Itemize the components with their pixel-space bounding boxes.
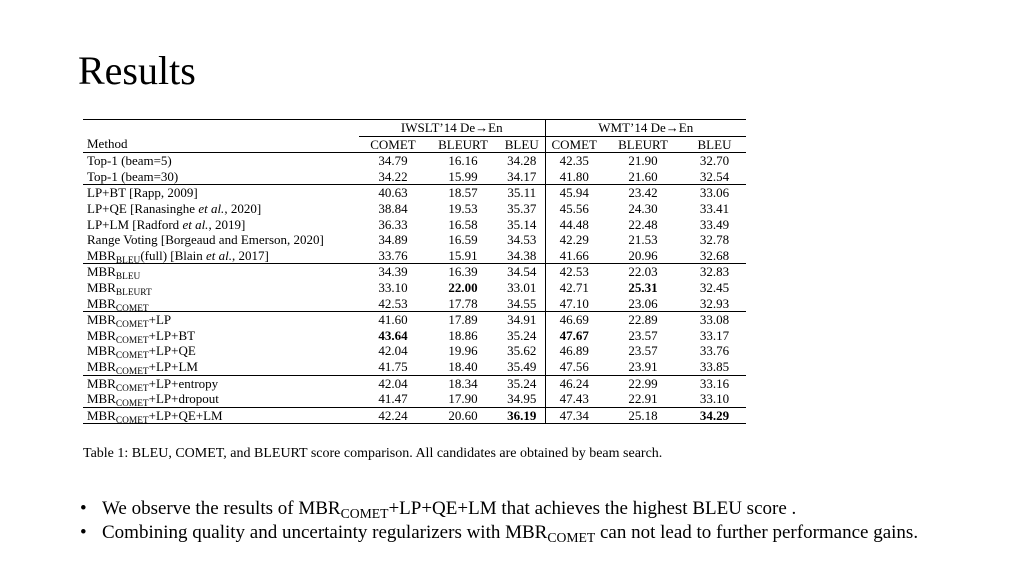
- score-cell: 34.38: [507, 247, 537, 263]
- results-table-container: [83, 119, 746, 424]
- score-cell: 34.79: [378, 153, 408, 169]
- method-cell: [83, 312, 359, 328]
- column-header-iwslt-bleurt: BLEURT: [427, 136, 499, 153]
- method-text: MBR: [87, 264, 116, 280]
- method-cell: [83, 375, 359, 394]
- method-cell: Range Voting [Borgeaud and Emerson, 2020]: [87, 232, 324, 248]
- method-cell: [83, 407, 359, 424]
- score-cell: 35.62: [507, 343, 537, 359]
- score-cell: 33.16: [683, 375, 746, 391]
- score-cell: 33.41: [699, 200, 730, 216]
- score-cell: 34.54: [499, 264, 545, 280]
- bullet-subscript: COMET: [340, 506, 389, 522]
- score-cell: 33.08: [683, 312, 746, 328]
- method-subscript: COMET: [115, 383, 149, 394]
- score-cell: 21.90: [628, 153, 658, 169]
- bullet-item: [80, 521, 1000, 545]
- bullet-list: [80, 497, 1000, 545]
- method-cell: [83, 217, 359, 233]
- group-header-iwslt: IWSLT’14 De→En: [359, 120, 545, 137]
- method-text: MBR: [87, 375, 116, 391]
- method-subscript: BLEU: [115, 272, 141, 283]
- column-header-method: Method: [83, 136, 359, 153]
- score-cell: 47.56: [545, 359, 603, 375]
- score-cell: 35.24: [499, 375, 545, 391]
- method-text: MBR: [87, 295, 116, 311]
- score-cell: 34.55: [507, 295, 537, 311]
- method-cell: Top-1 (beam=30): [87, 168, 179, 184]
- method-subscript: COMET: [115, 319, 149, 330]
- method-cell: [83, 296, 359, 312]
- table-row: [83, 407, 746, 424]
- score-cell: 35.49: [507, 358, 537, 374]
- score-cell: 33.10: [699, 391, 730, 407]
- score-cell: 33.76: [378, 247, 408, 263]
- table-row: [83, 296, 746, 312]
- column-header-wmt-bleu: BLEU: [683, 136, 746, 153]
- table-row: [83, 232, 746, 248]
- score-cell: 18.34: [427, 375, 499, 391]
- table-row: [83, 328, 746, 344]
- score-cell: 41.60: [359, 312, 427, 328]
- score-cell: 35.14: [507, 216, 537, 232]
- method-text: +LP+entropy: [148, 375, 219, 391]
- score-cell: 15.99: [448, 168, 478, 184]
- slide-title: Results: [78, 48, 196, 93]
- score-cell: 35.11: [499, 185, 545, 201]
- score-cell: 41.80: [545, 169, 603, 185]
- score-cell: 32.54: [699, 168, 730, 184]
- method-cell: [83, 201, 359, 217]
- score-cell: 34.22: [378, 168, 408, 184]
- score-cell: 47.34: [545, 407, 603, 424]
- score-cell: 19.53: [448, 200, 478, 216]
- method-text: +LP+QE: [148, 343, 196, 359]
- method-text: MBR: [87, 343, 116, 359]
- score-cell: 33.06: [683, 185, 746, 201]
- column-header-iwslt-bleu: BLEU: [499, 136, 545, 153]
- score-cell: 18.40: [448, 358, 478, 374]
- method-cell: [83, 343, 359, 362]
- column-header-iwslt-comet: COMET: [359, 136, 427, 153]
- table-row: [83, 217, 746, 233]
- method-text: (full) [Blain: [140, 247, 207, 263]
- score-cell: 18.86: [448, 327, 478, 343]
- table-row: [83, 343, 746, 359]
- score-cell: 32.70: [699, 153, 730, 169]
- method-text: MBR: [87, 327, 116, 343]
- method-subscript: BLEURT: [115, 287, 152, 298]
- score-cell: 32.45: [699, 279, 730, 295]
- bullet-text: can not lead to further performance gains.: [595, 522, 919, 543]
- score-cell: 17.90: [448, 391, 478, 407]
- method-text: MBR: [87, 407, 116, 423]
- method-cell: [83, 264, 359, 283]
- score-cell: 42.24: [359, 407, 427, 424]
- score-cell: 42.04: [378, 343, 408, 359]
- score-cell: 22.48: [628, 216, 658, 232]
- table-row: [83, 169, 746, 185]
- table-row: [83, 248, 746, 264]
- method-cell: [83, 328, 359, 344]
- score-cell-best: 34.29: [683, 407, 746, 424]
- table-row: [83, 264, 746, 280]
- score-cell: 21.53: [628, 232, 658, 248]
- table-group-header-row: [83, 120, 746, 137]
- method-text-italic: et al.: [198, 200, 225, 216]
- method-subscript: BLEU: [115, 255, 141, 266]
- bullet-text: Combining quality and uncertainty regularizers with MBR: [102, 522, 548, 543]
- score-cell: 19.96: [448, 343, 478, 359]
- group-header-wmt: WMT’14 De→En: [545, 120, 746, 137]
- score-cell: 42.04: [359, 375, 427, 391]
- method-text: , 2020]: [224, 200, 262, 216]
- method-subscript: COMET: [115, 398, 149, 409]
- column-header-wmt-bleurt: BLEURT: [603, 136, 683, 153]
- score-cell: 40.63: [359, 185, 427, 201]
- method-text: , 2017]: [232, 247, 269, 263]
- method-text: LP+LM [Radford: [87, 216, 183, 232]
- score-cell: 35.24: [507, 327, 537, 343]
- score-cell: 23.42: [603, 185, 683, 201]
- table-row: [83, 312, 746, 328]
- score-cell: 41.66: [545, 248, 603, 264]
- table-row: [83, 391, 746, 407]
- method-text: MBR: [87, 358, 116, 374]
- score-cell: 33.10: [378, 279, 408, 295]
- method-text: +LP+LM: [148, 358, 198, 374]
- score-cell: 47.43: [545, 391, 603, 407]
- table-column-header-row: [83, 136, 746, 153]
- method-text: LP+QE [Ranasinghe: [87, 200, 199, 216]
- score-cell: 34.89: [378, 232, 408, 248]
- score-cell: 16.16: [448, 153, 478, 169]
- method-cell: [83, 391, 359, 407]
- method-cell: LP+BT [Rapp, 2009]: [83, 185, 359, 201]
- method-text: MBR: [87, 312, 116, 328]
- score-cell-best: 43.64: [378, 327, 408, 343]
- method-subscript: COMET: [115, 415, 149, 426]
- score-cell: 22.91: [628, 391, 658, 407]
- method-text: , 2019]: [208, 216, 246, 232]
- column-header-wmt-comet: COMET: [545, 136, 603, 153]
- method-cell: Top-1 (beam=5): [87, 153, 172, 169]
- score-cell-best: 47.67: [545, 328, 603, 344]
- score-cell: 17.89: [427, 312, 499, 328]
- method-cell: [83, 248, 359, 264]
- score-cell-best: 25.31: [628, 279, 658, 295]
- score-cell: 42.35: [545, 153, 603, 169]
- method-cell: [83, 359, 359, 375]
- method-text: MBR: [87, 279, 116, 295]
- score-cell: 34.39: [359, 264, 427, 280]
- score-cell: 22.03: [603, 264, 683, 280]
- score-cell-best: 22.00: [448, 279, 478, 295]
- score-cell: 33.17: [699, 327, 730, 343]
- method-subscript: COMET: [115, 351, 149, 362]
- score-cell: 24.30: [628, 200, 658, 216]
- method-subscript: COMET: [115, 366, 149, 377]
- score-cell: 36.33: [378, 216, 408, 232]
- score-cell-best: 36.19: [499, 407, 545, 424]
- score-cell: 47.10: [545, 296, 603, 312]
- score-cell: 42.71: [545, 280, 603, 296]
- table-row: [83, 153, 746, 169]
- score-cell: 44.48: [545, 217, 603, 233]
- score-cell: 42.53: [545, 264, 603, 280]
- score-cell: 32.68: [699, 247, 730, 263]
- score-cell: 20.60: [427, 407, 499, 424]
- score-cell: 46.24: [545, 375, 603, 391]
- method-text: +LP: [148, 312, 172, 328]
- results-table: [83, 119, 746, 424]
- bullet-subscript: COMET: [547, 530, 596, 546]
- score-cell: 42.29: [545, 232, 603, 248]
- score-cell: 46.89: [545, 343, 603, 359]
- score-cell: 16.58: [448, 216, 478, 232]
- score-cell: 23.57: [628, 327, 658, 343]
- table-row: [83, 201, 746, 217]
- bullet-text: +LP+QE+LM that achieves the highest BLEU score .: [388, 498, 797, 519]
- header-empty: [83, 120, 359, 137]
- method-text: +LP+QE+LM: [148, 407, 223, 423]
- score-cell: 25.18: [603, 407, 683, 424]
- score-cell: 45.94: [545, 185, 603, 201]
- method-text-italic: et al.: [206, 247, 233, 263]
- score-cell: 32.83: [683, 264, 746, 280]
- score-cell: 22.99: [603, 375, 683, 391]
- score-cell: 33.76: [699, 343, 730, 359]
- method-cell: [83, 280, 359, 296]
- score-cell: 23.91: [628, 358, 658, 374]
- score-cell: 23.06: [628, 295, 658, 311]
- score-cell: 16.59: [448, 232, 478, 248]
- table-row: [83, 359, 746, 375]
- method-subscript: COMET: [115, 303, 149, 314]
- method-text: MBR: [87, 247, 116, 263]
- score-cell: 34.91: [499, 312, 545, 328]
- score-cell: 34.17: [507, 168, 537, 184]
- method-text: +LP+BT: [148, 327, 196, 343]
- score-cell: 41.75: [378, 358, 408, 374]
- table-row: [83, 375, 746, 391]
- score-cell: 33.01: [507, 279, 537, 295]
- score-cell: 22.89: [603, 312, 683, 328]
- score-cell: 32.78: [699, 232, 730, 248]
- score-cell: 32.93: [699, 295, 730, 311]
- bullet-dot: •: [80, 522, 87, 543]
- score-cell: 21.60: [628, 168, 658, 184]
- score-cell: 33.85: [699, 358, 730, 374]
- score-cell: 34.53: [507, 232, 537, 248]
- table-row: [83, 280, 746, 296]
- score-cell: 23.57: [628, 343, 658, 359]
- method-text: +LP+dropout: [148, 391, 219, 407]
- method-text-italic: et al.: [182, 216, 209, 232]
- score-cell: 38.84: [378, 200, 408, 216]
- score-cell: 17.78: [448, 295, 478, 311]
- score-cell: 20.96: [628, 247, 658, 263]
- score-cell: 33.49: [699, 216, 730, 232]
- score-cell: 41.47: [378, 391, 408, 407]
- bullet-text: We observe the results of MBR: [102, 498, 341, 519]
- bullet-dot: •: [80, 498, 87, 519]
- score-cell: 15.91: [448, 247, 478, 263]
- score-cell: 34.95: [507, 391, 537, 407]
- method-subscript: COMET: [115, 335, 149, 346]
- score-cell: 46.69: [545, 312, 603, 328]
- table-row: [83, 185, 746, 201]
- score-cell: 34.28: [507, 153, 537, 169]
- score-cell: 35.37: [507, 200, 537, 216]
- bullet-item: [80, 497, 1000, 521]
- score-cell: 16.39: [427, 264, 499, 280]
- score-cell: 45.56: [545, 201, 603, 217]
- table-caption: Table 1: BLEU, COMET, and BLEURT score comparison. All candidates are obtained by beam search.: [83, 446, 663, 461]
- score-cell: 42.53: [378, 295, 408, 311]
- score-cell: 18.57: [427, 185, 499, 201]
- method-text: MBR: [87, 391, 116, 407]
